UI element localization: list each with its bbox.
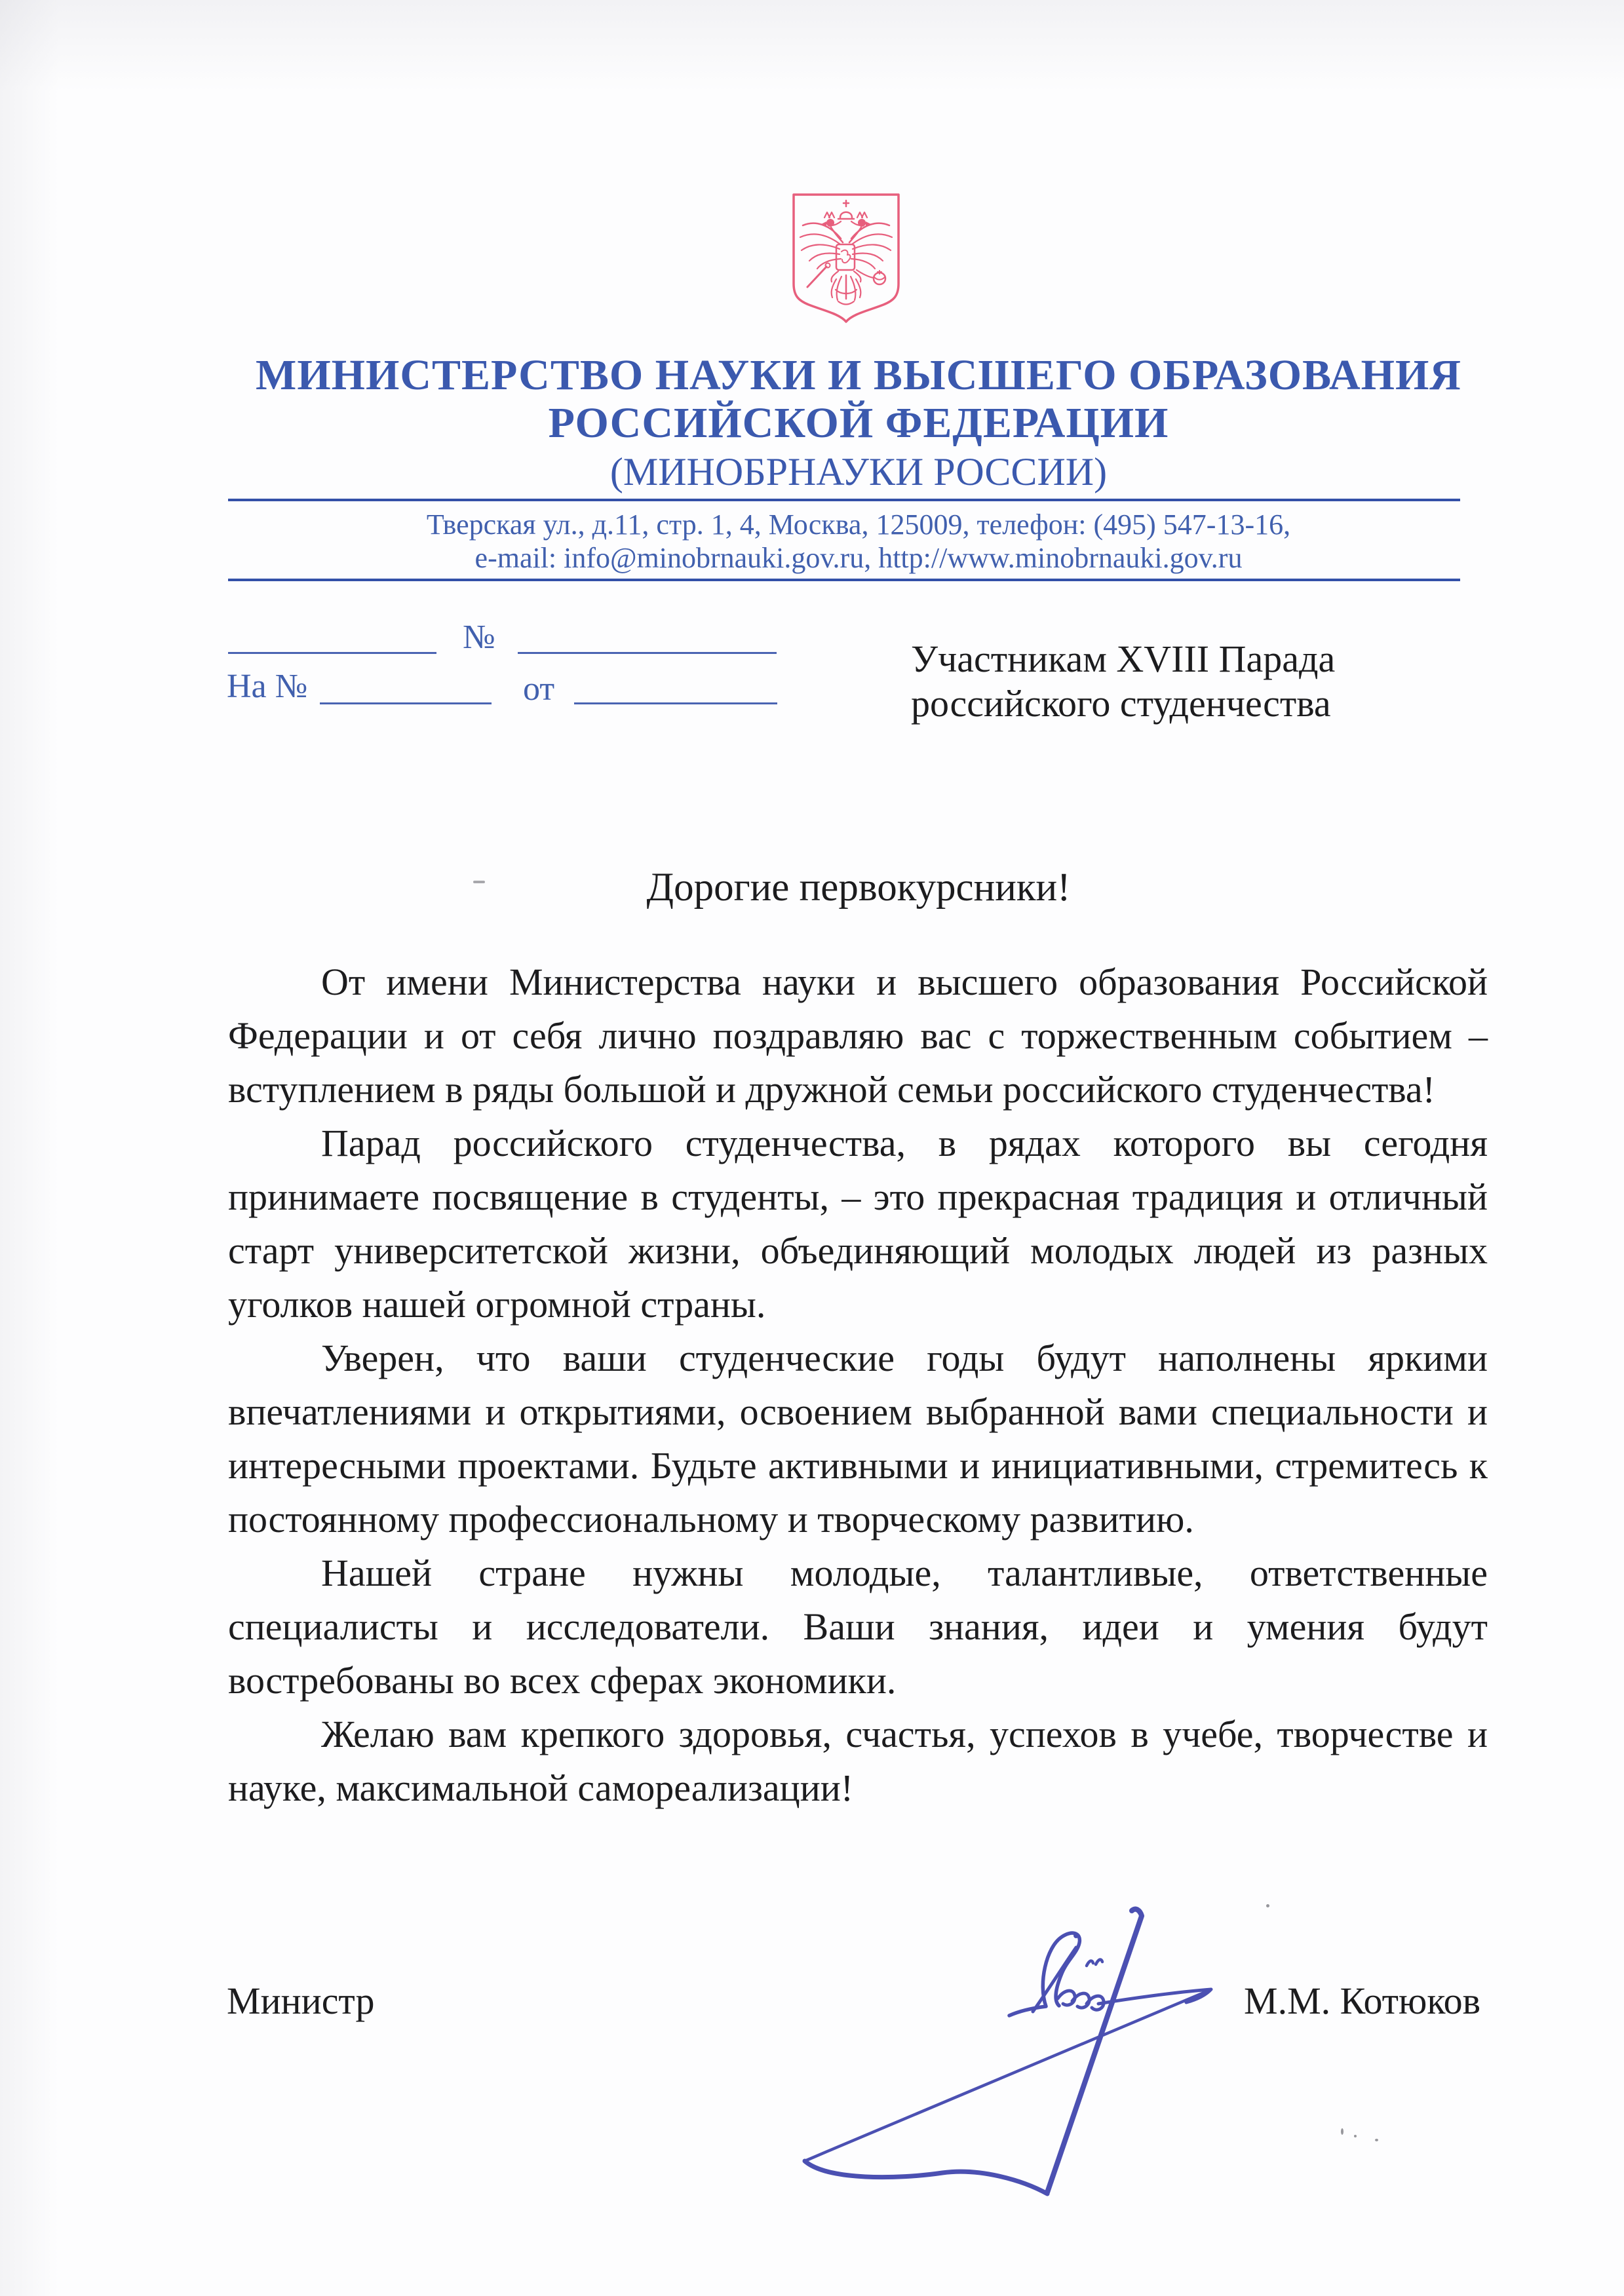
scan-artifact — [1266, 1904, 1269, 1907]
reply-number-blank-line — [320, 702, 492, 704]
russian-coat-of-arms-icon — [790, 191, 902, 324]
body-paragraph: Уверен, что ваши студенческие годы будут наполнены яркими впечатлениями и открытиями, освоением выбранной вами специальности и интересными проектами. Будьте активными и инициативными, стремитесь к постоянному профессиональному и творческому развитию. — [228, 1337, 1488, 1540]
reply-date-blank-line — [574, 702, 777, 704]
scan-artifact — [1375, 2139, 1378, 2141]
recipient-block — [911, 637, 1335, 726]
recipient-line2: российского студенчества — [911, 682, 1331, 725]
scan-artifact — [1341, 2128, 1344, 2135]
scan-artifact — [473, 881, 485, 883]
outgoing-date-blank-line — [228, 652, 436, 654]
letter-body — [228, 955, 1488, 1815]
header-rule-top — [228, 499, 1460, 501]
org-name-line1: МИНИСТЕРСТВО НАУКИ И ВЫСШЕГО ОБРАЗОВАНИЯ — [256, 351, 1461, 399]
signer-title: Министр — [227, 1980, 375, 2022]
org-address-line: Тверская ул., д.11, стр. 1, 4, Москва, 125009, телефон: (495) 547-13-16, — [426, 508, 1291, 541]
salutation: Дорогие первокурсники! — [646, 866, 1071, 909]
signer-name: М.М. Котюков — [1244, 1980, 1480, 2022]
handwritten-signature-icon — [773, 1887, 1271, 2215]
org-contact-line: e-mail: info@minobrnauki.gov.ru, http://www.minobrnauki.gov.ru — [474, 542, 1243, 574]
reply-from-label: от — [523, 670, 555, 708]
outgoing-number-blank-line — [518, 652, 777, 654]
scan-artifact — [1354, 2135, 1357, 2137]
scan-shading-top — [0, 0, 1624, 92]
org-short-name: (МИНОБРНАУКИ РОССИИ) — [609, 450, 1108, 493]
body-paragraph: Желаю вам крепкого здоровья, счастья, успехов в учебе, творчестве и науке, максимальной самореализации! — [228, 1713, 1488, 1809]
body-paragraph: От имени Министерства науки и высшего образования Российской Федерации и от себя лично поздравляю вас с торжественным событием – вступлением в ряды большой и дружной семьи российского студенчества! — [228, 961, 1488, 1111]
scan-shading-left — [0, 0, 59, 2296]
reply-to-number-label: На № — [227, 668, 308, 705]
body-paragraph: Нашей стране нужны молодые, талантливые, ответственные специалисты и исследователи. Ваши знания, идеи и умения будут востребованы во всех сферах экономики. — [228, 1552, 1488, 1702]
outgoing-number-sign: № — [463, 619, 495, 656]
recipient-line1: Участникам XVIII Парада — [911, 638, 1336, 680]
body-paragraph: Парад российского студенчества, в рядах которого вы сегодня принимаете посвящение в студенты, – это прекрасная традиция и отличный старт университетской жизни, объединяющий молодых людей из разных уголков нашей огромной страны. — [228, 1122, 1488, 1326]
header-rule-bottom — [228, 579, 1460, 581]
org-name-line2: РОССИЙСКОЙ ФЕДЕРАЦИИ — [548, 399, 1169, 447]
